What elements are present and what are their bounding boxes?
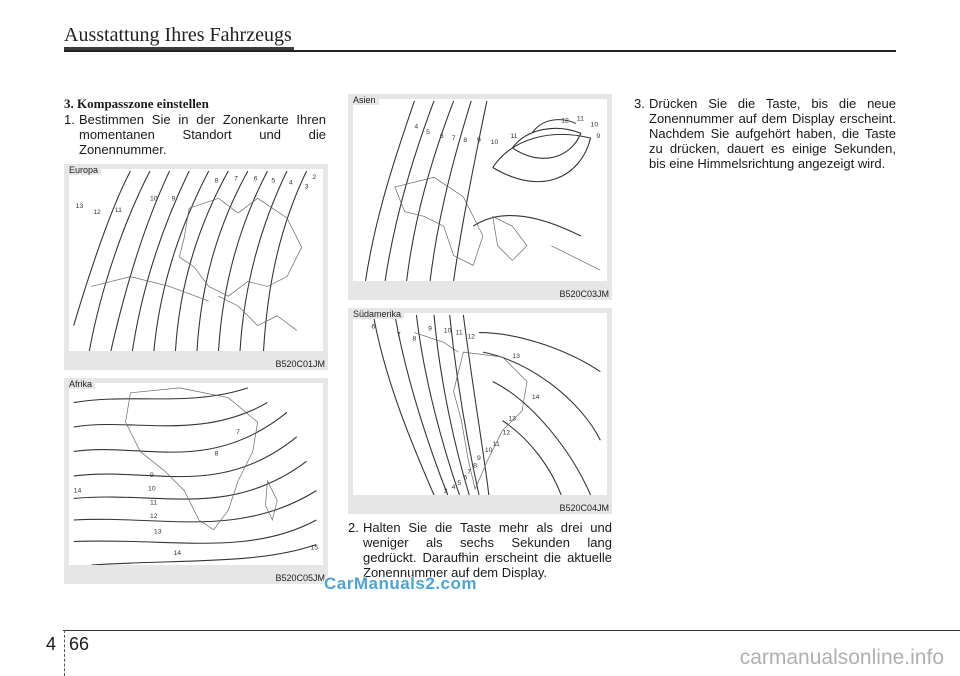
map-asia	[348, 94, 612, 300]
zone-label: 8	[214, 450, 219, 458]
zone-label: 8	[463, 137, 468, 145]
zone-label: 9	[477, 137, 481, 145]
zone-label: 13	[508, 415, 516, 423]
section-heading: 3. Kompasszone einstellen	[64, 96, 209, 111]
zone-label: 15	[310, 544, 319, 552]
map-south-america	[348, 308, 612, 514]
footer-rule	[63, 630, 960, 631]
zone-label: 12	[467, 333, 475, 341]
zone-label: 6	[371, 323, 376, 331]
zone-label: 14	[173, 550, 182, 558]
zone-label: 11	[114, 207, 122, 215]
zone-label: 3	[304, 183, 309, 191]
step-text: Halten Sie die Taste mehr als drei und weniger als sechs Sekunden lang gedrückt. Daraufhin erscheint die aktuelle Zonennummer auf dem Display.	[363, 520, 612, 580]
zone-label: 9	[477, 454, 481, 462]
step-2	[348, 520, 612, 580]
zone-label: 12	[93, 209, 101, 217]
zone-label: 8	[412, 335, 417, 343]
zone-label: 9	[428, 325, 432, 333]
zone-label: 10	[490, 139, 499, 147]
zone-label: 9	[171, 195, 176, 203]
zone-label: 5	[457, 480, 462, 488]
zone-label: 7	[451, 135, 456, 143]
zone-label: 4	[451, 484, 456, 492]
page-header-title: Ausstattung Ihres Fahrzeugs	[64, 24, 292, 46]
africa-zone-map	[69, 383, 323, 565]
zone-label: 11	[150, 499, 158, 507]
zone-label: 7	[467, 468, 472, 476]
zone-label: 13	[153, 528, 162, 536]
zone-label: 10	[148, 485, 156, 493]
zone-label: 7	[234, 175, 238, 183]
zone-label: 13	[512, 353, 520, 361]
zone-label: 6	[463, 474, 468, 482]
zone-label: 11	[510, 133, 518, 141]
zone-label: 3	[443, 488, 448, 495]
zone-label: 4	[414, 123, 419, 131]
map-code: B520C01JM	[275, 359, 325, 369]
zone-label: 11	[455, 329, 463, 337]
zone-label: 10	[590, 121, 599, 129]
zone-label: 10	[150, 195, 158, 203]
zone-label: 14	[531, 394, 540, 402]
zone-label: 11	[492, 441, 500, 449]
map-europe	[64, 164, 328, 370]
map-region-label: Afrika	[66, 379, 95, 389]
map-code: B520C05JM	[275, 573, 325, 583]
map-region-label: Europa	[66, 165, 101, 175]
zone-label: 6	[439, 133, 444, 141]
map-africa	[64, 378, 328, 584]
step-number: 3.	[634, 96, 645, 111]
zone-label: 12	[150, 513, 158, 521]
map-region-label: Asien	[350, 95, 379, 105]
footer-divider	[64, 630, 65, 676]
zone-label: 8	[473, 462, 477, 470]
header-rule	[64, 50, 896, 52]
zone-label: 4	[288, 179, 293, 187]
zone-label: 7	[396, 331, 401, 339]
carmanuals2-watermark[interactable]: CarManuals2.com	[324, 574, 477, 593]
zone-label: 10	[443, 327, 452, 335]
map-code: B520C04JM	[559, 503, 609, 513]
zone-label: 9	[596, 133, 601, 141]
zone-label: 2	[312, 173, 317, 181]
step-3	[634, 96, 896, 171]
map-region-label: Südamerika	[350, 309, 404, 319]
zone-label: 11	[576, 115, 584, 123]
south-america-zone-map	[353, 313, 607, 495]
zone-label: 13	[75, 203, 84, 211]
zone-label: 6	[253, 175, 258, 183]
chapter-number: 4	[46, 634, 57, 654]
map-code: B520C03JM	[559, 289, 609, 299]
step-text: Drücken Sie die Taste, bis die neue Zonennummer auf dem Display erscheint. Nachdem Sie aufgehört haben, die Taste zu drücken, dauert es einige Sekunden, bis eine Himmelsrichtung angezeigt wird.	[649, 96, 896, 171]
zone-label: 12	[561, 117, 569, 125]
zone-label: 5	[426, 129, 430, 137]
zone-label: 12	[502, 429, 511, 437]
europe-zone-map	[69, 169, 323, 351]
zone-label: 9	[150, 471, 154, 479]
zone-label: 8	[214, 177, 219, 185]
asia-zone-map	[353, 99, 607, 281]
step-text: Bestimmen Sie in der Zonenkarte Ihren momentanen Standort und die Zonennummer.	[79, 112, 326, 157]
page-number: 66	[69, 634, 90, 654]
step-1	[64, 112, 326, 157]
zone-label: 7	[236, 428, 240, 436]
zone-label: 14	[73, 487, 82, 495]
carmanualsonline-watermark[interactable]: carmanualsonline.info	[739, 646, 944, 669]
zone-label: 5	[271, 177, 276, 185]
zone-label: 10	[484, 446, 493, 454]
step-number: 1.	[64, 112, 75, 127]
step-number: 2.	[348, 520, 359, 535]
